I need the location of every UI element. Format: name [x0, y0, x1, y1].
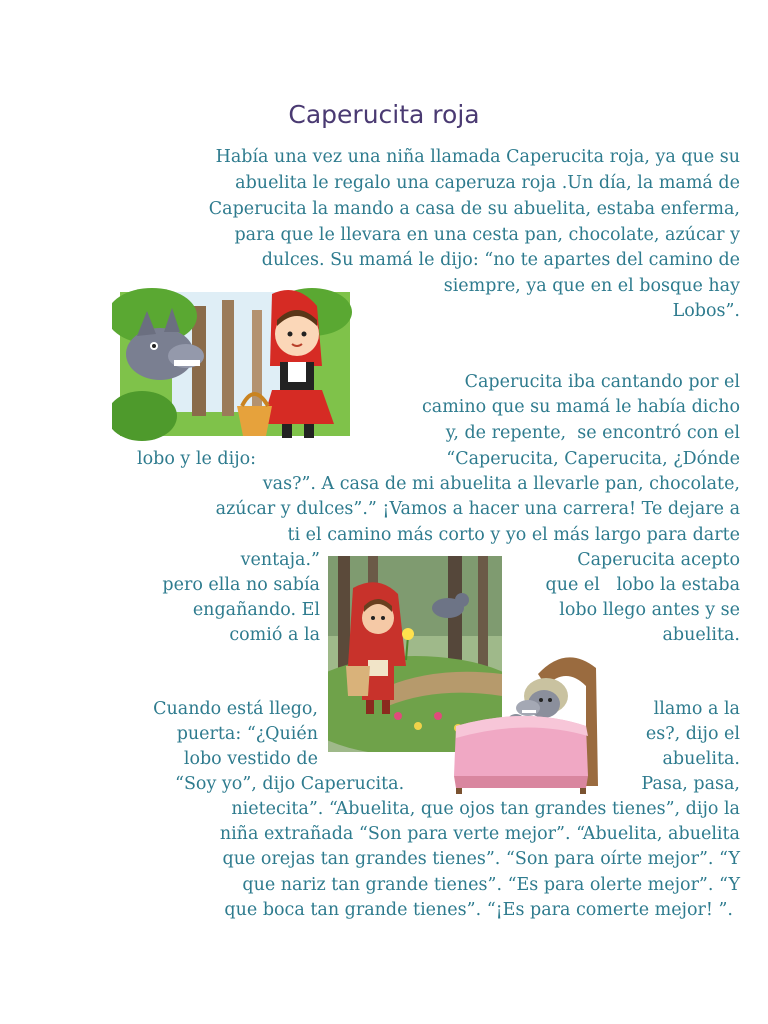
- p2-line-11a: comió a la: [229, 625, 320, 645]
- p2-line-2: camino que su mamá le había dicho: [421, 397, 740, 417]
- p2-line-9a: pero ella no sabía: [162, 575, 320, 595]
- p2-line-5: vas?”. A casa de mi abuelita a llevarle pan, chocolate,: [262, 474, 740, 494]
- p2-line-7: ti el camino más corto y yo el más largo para darte: [287, 525, 740, 545]
- p2-line-3: y, de repente, se encontró con el: [445, 423, 740, 443]
- p1-line-6: siempre, ya que en el bosque hay: [443, 276, 740, 296]
- p3-line-2b: es?, dijo el: [645, 724, 740, 744]
- p3-line-4b: Pasa, pasa,: [641, 774, 740, 794]
- p3-line-3a: lobo vestido de: [183, 749, 318, 769]
- p3-line-2a: puerta: “¿Quién: [176, 724, 318, 744]
- p3-line-1a: Cuando está llego,: [153, 699, 318, 719]
- p3-line-3b: abuelita.: [662, 749, 740, 769]
- p1-line-5: dulces. Su mamá le dijo: “no te apartes del camino de: [261, 250, 740, 270]
- p3-line-5: nietecita”. “Abuelita, que ojos tan grandes tienes”, dijo la: [231, 799, 740, 819]
- p2-line-8b: Caperucita acepto: [577, 550, 740, 570]
- p2-line-8a: ventaja.”: [240, 550, 320, 570]
- p3-line-6: niña extrañada “Son para verte mejor”. “Abuelita, abuelita: [219, 824, 740, 844]
- p2-line-4b: “Caperucita, Caperucita, ¿Dónde: [446, 449, 740, 469]
- p2-line-10b: lobo llego antes y se: [559, 600, 740, 620]
- p2-line-6: azúcar y dulces”.” ¡Vamos a hacer una carrera! Te dejare a: [215, 499, 740, 519]
- p2-line-10a: engañando. El: [192, 600, 320, 620]
- p3-line-8: que nariz tan grande tienes”. “Es para olerte mejor”. “Y: [242, 875, 740, 895]
- p2-line-11b: abuelita.: [662, 625, 740, 645]
- p1-line-7: Lobos”.: [672, 301, 740, 321]
- p1-line-2: abuelita le regalo una caperuza roja .Un día, la mamá de: [235, 173, 740, 193]
- p1-line-3: Caperucita la mando a casa de su abuelita, estaba enferma,: [208, 199, 740, 219]
- p1-line-1: Había una vez una niña llamada Caperucita roja, ya que su: [215, 147, 740, 167]
- p3-line-1b: llamo a la: [653, 699, 740, 719]
- p2-line-1: Caperucita iba cantando por el: [464, 372, 740, 392]
- p2-line-4a: lobo y le dijo:: [137, 449, 257, 469]
- p2-line-9b: que el lobo la estaba: [545, 575, 740, 595]
- p1-line-4: para que le llevara en una cesta pan, chocolate, azúcar y: [234, 225, 740, 245]
- p3-line-9: que boca tan grande tienes”. “¡Es para comerte mejor! ”.: [224, 900, 733, 920]
- wolf-and-girl-illustration: [112, 286, 352, 446]
- document-title: Caperucita roja: [288, 100, 480, 129]
- p3-line-4a: “Soy yo”, dijo Caperucita.: [175, 774, 405, 794]
- p3-line-7: que orejas tan grandes tienes”. “Son para oírte mejor”. “Y: [222, 849, 740, 869]
